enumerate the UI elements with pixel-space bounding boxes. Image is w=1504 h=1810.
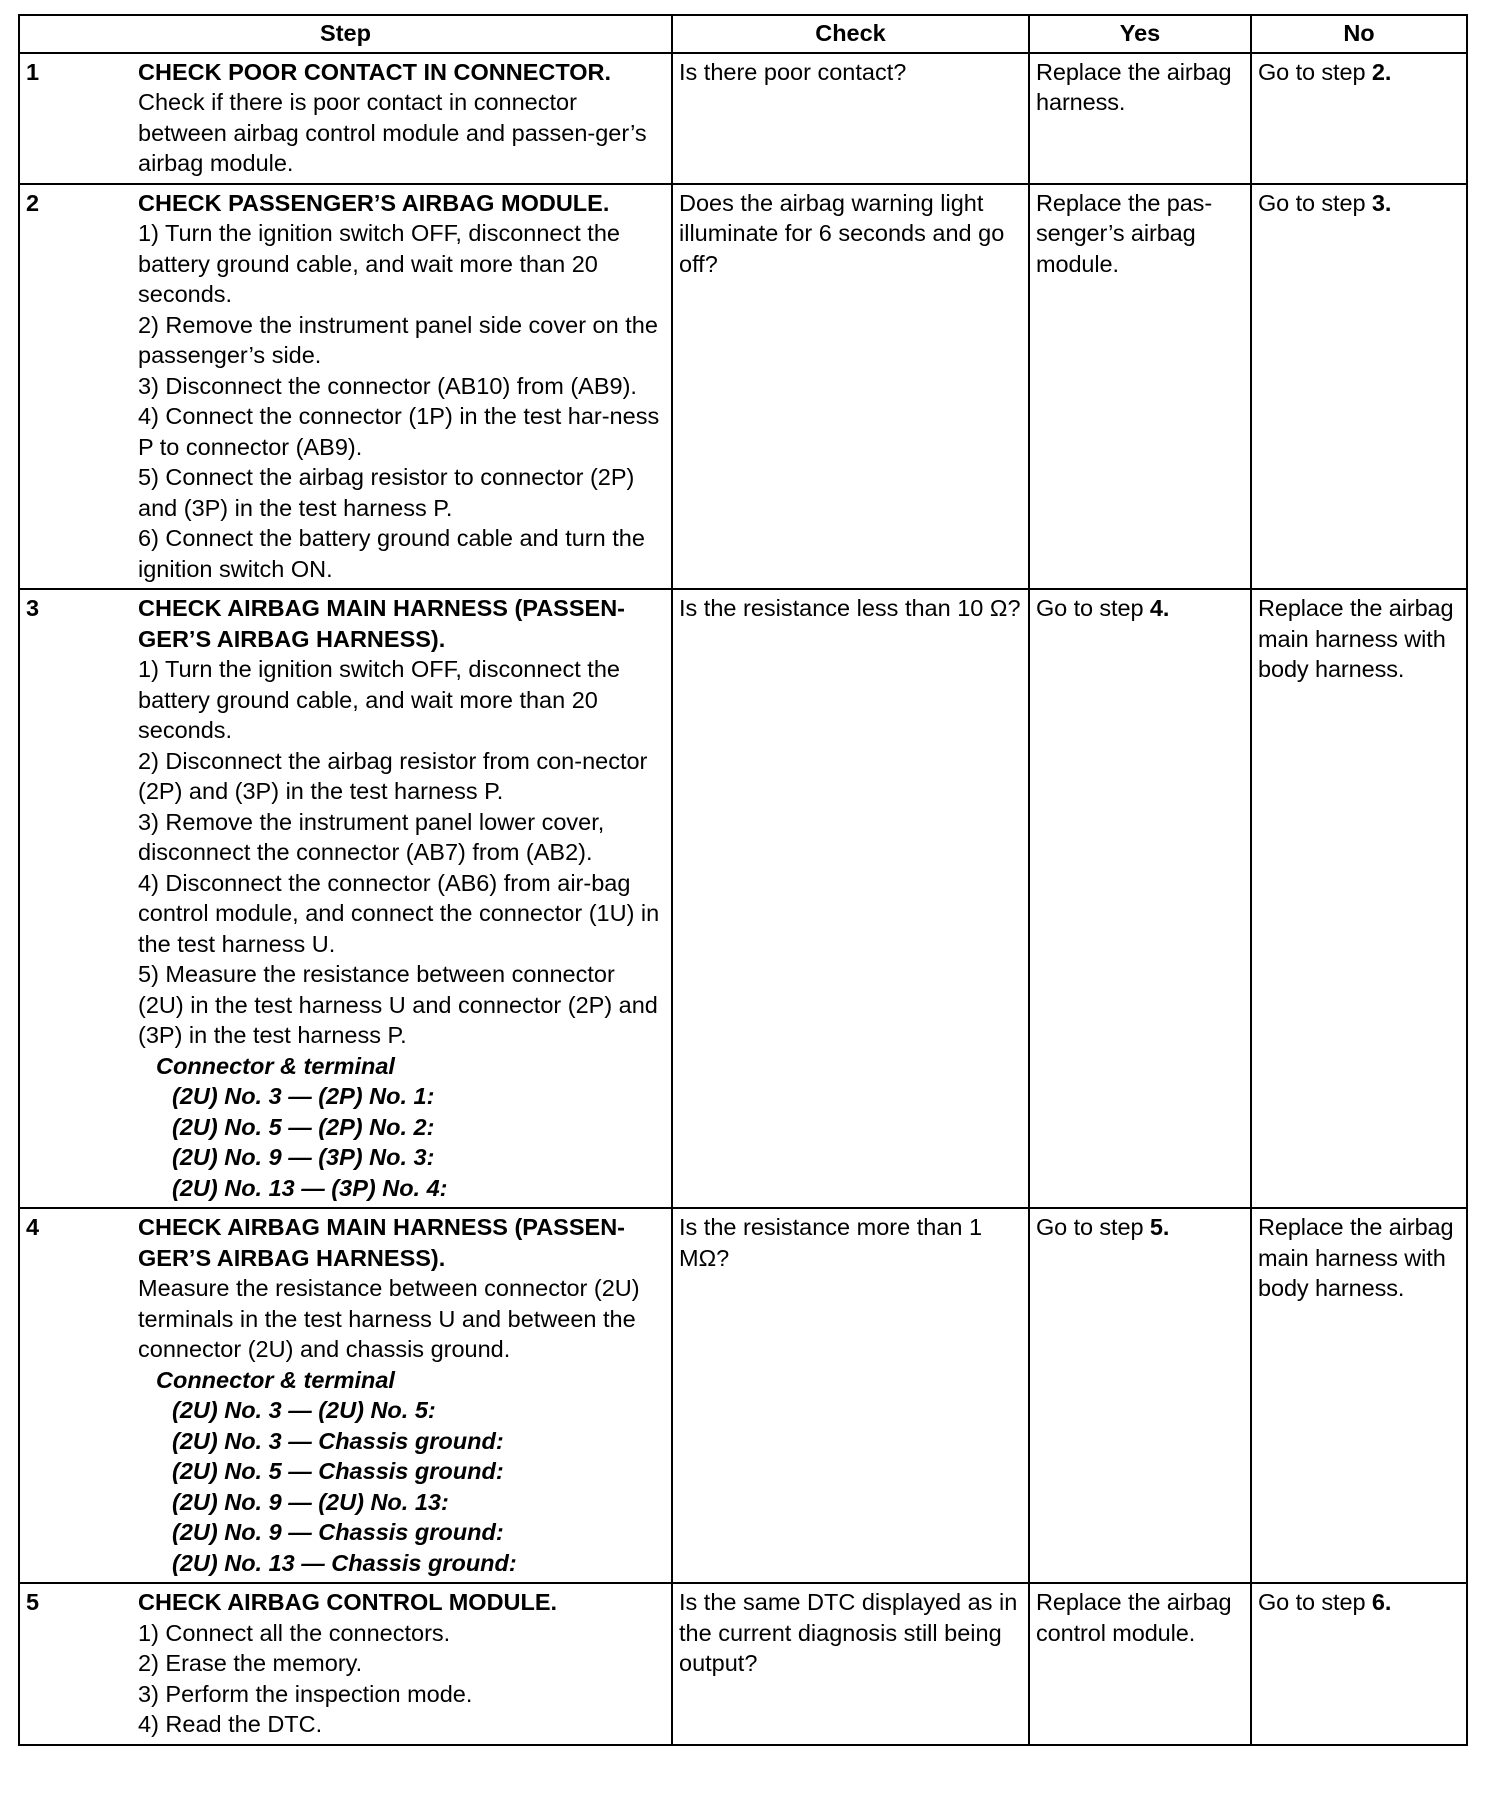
- header-no: No: [1251, 15, 1467, 53]
- step-number: 1: [26, 58, 40, 85]
- table-row: [19, 1583, 1467, 1745]
- no-cell: [1251, 589, 1467, 1208]
- connector-terminal-label: Connector & terminal: [156, 1366, 395, 1393]
- no-goto-step: 6.: [1371, 1589, 1392, 1615]
- table-row: [19, 53, 1467, 184]
- step-instruction: 5) Measure the resistance between connector (2U) in the test harness U and connector (2P) and (3P) in the test harness P.: [138, 961, 658, 1048]
- header-row: [19, 15, 1467, 53]
- no-goto-text: Go to step: [1258, 58, 1372, 85]
- no-goto-text: Go to step: [1258, 1589, 1372, 1615]
- step-title: CHECK POOR CONTACT IN CONNECTOR.: [138, 58, 612, 85]
- step-instruction: 1) Turn the ignition switch OFF, disconnect the battery ground cable, and wait more than 20 seconds.: [138, 656, 620, 743]
- step-cell: [19, 1583, 672, 1745]
- no-text: Replace the airbag main harness with body harness.: [1258, 595, 1454, 682]
- step-instruction: Measure the resistance between connector (2U) terminals in the test harness U and between the connector (2U) and chassis ground.: [138, 1275, 640, 1362]
- no-goto-step: 3.: [1371, 189, 1392, 216]
- step-instruction: 3) Disconnect the connector (AB10) from (AB9).: [138, 372, 637, 399]
- table-row: [19, 1208, 1467, 1583]
- check-cell: Is the resistance more than 1 MΩ?: [672, 1208, 1029, 1583]
- step-cell: [19, 1208, 672, 1583]
- yes-text: Replace the pas-senger’s airbag module.: [1036, 189, 1213, 277]
- step-instruction: 1) Turn the ignition switch OFF, disconnect the battery ground cable, and wait more than 20 seconds.: [138, 220, 620, 307]
- terminal-spec: (2U) No. 5 — (2P) No. 2:: [172, 1113, 435, 1140]
- terminal-spec: (2U) No. 9 — Chassis ground:: [172, 1519, 504, 1545]
- step-number: 3: [26, 595, 40, 621]
- terminal-spec: (2U) No. 3 — (2U) No. 5:: [172, 1397, 436, 1423]
- no-goto-step: 2.: [1371, 58, 1392, 85]
- step-instruction: 1) Connect all the connectors.: [138, 1619, 451, 1646]
- check-cell: Is the resistance less than 10 Ω?: [672, 589, 1029, 1208]
- step-body: [138, 1212, 665, 1578]
- step-title: CHECK PASSENGER’S AIRBAG MODULE.: [138, 189, 610, 216]
- yes-goto-text: Go to step: [1036, 595, 1150, 621]
- yes-text: Replace the airbag control module.: [1036, 1589, 1232, 1646]
- check-cell: Is there poor contact?: [672, 53, 1029, 184]
- no-text: Replace the airbag main harness with body harness.: [1258, 1214, 1454, 1301]
- yes-cell: [1029, 53, 1251, 184]
- step-content: [20, 590, 671, 1207]
- terminal-spec: (2U) No. 13 — (3P) No. 4:: [172, 1174, 448, 1201]
- no-cell: [1251, 1208, 1467, 1583]
- yes-goto-text: Go to step: [1036, 1214, 1150, 1240]
- yes-goto-step: 4.: [1149, 595, 1170, 621]
- step-number: 2: [26, 189, 40, 216]
- check-cell: Does the airbag warning light illuminate for 6 seconds and go off?: [672, 184, 1029, 590]
- step-title: CHECK AIRBAG MAIN HARNESS (PASSEN-GER’S AIRBAG HARNESS).: [138, 595, 625, 652]
- step-instruction: 6) Connect the battery ground cable and turn the ignition switch ON.: [138, 525, 645, 582]
- step-title: CHECK AIRBAG CONTROL MODULE.: [138, 1589, 558, 1615]
- step-instruction: 5) Connect the airbag resistor to connector (2P) and (3P) in the test harness P.: [138, 464, 635, 521]
- step-instruction: 2) Disconnect the airbag resistor from con-nector (2P) and (3P) in the test harness P.: [138, 747, 648, 804]
- step-number: 4: [26, 1214, 40, 1240]
- yes-text: Replace the airbag harness.: [1036, 58, 1232, 115]
- no-cell: [1251, 184, 1467, 590]
- step-content: [20, 1584, 671, 1744]
- yes-cell: [1029, 184, 1251, 590]
- no-cell: [1251, 1583, 1467, 1745]
- step-content: [20, 1209, 671, 1582]
- yes-cell: [1029, 1208, 1251, 1583]
- terminal-spec: (2U) No. 13 — Chassis ground:: [172, 1549, 517, 1576]
- no-cell: [1251, 53, 1467, 184]
- header-check: Check: [672, 15, 1029, 53]
- step-instruction: 2) Remove the instrument panel side cover on the passenger’s side.: [138, 311, 658, 368]
- step-cell: [19, 184, 672, 590]
- diagnostic-table: [18, 14, 1468, 1746]
- terminal-spec: (2U) No. 5 — Chassis ground:: [172, 1458, 504, 1484]
- yes-cell: [1029, 589, 1251, 1208]
- terminal-spec: (2U) No. 9 — (2U) No. 13:: [172, 1488, 449, 1515]
- step-body: [138, 1587, 665, 1740]
- step-cell: [19, 589, 672, 1208]
- yes-goto-step: 5.: [1149, 1214, 1170, 1240]
- step-instruction: 4) Read the DTC.: [138, 1711, 323, 1737]
- step-body: [138, 57, 665, 179]
- step-instruction: Check if there is poor contact in connector between airbag control module and passen-ger’s airbag module.: [138, 89, 647, 176]
- connector-terminal-label: Connector & terminal: [156, 1052, 395, 1079]
- step-cell: [19, 53, 672, 184]
- terminal-spec: (2U) No. 3 — Chassis ground:: [172, 1427, 504, 1454]
- no-goto-text: Go to step: [1258, 189, 1372, 216]
- check-cell: Is the same DTC displayed as in the current diagnosis still being output?: [672, 1583, 1029, 1745]
- step-body: [138, 593, 665, 1203]
- step-body: [138, 188, 665, 585]
- header-yes: Yes: [1029, 15, 1251, 53]
- step-instruction: 4) Disconnect the connector (AB6) from air-bag control module, and connect the connector (1U) in the test harness U.: [138, 869, 660, 957]
- header-step: Step: [19, 15, 672, 53]
- step-instruction: 2) Erase the memory.: [138, 1650, 363, 1676]
- step-content: [20, 54, 671, 183]
- terminal-spec: (2U) No. 9 — (3P) No. 3:: [172, 1144, 435, 1170]
- table-row: [19, 589, 1467, 1208]
- step-title: CHECK AIRBAG MAIN HARNESS (PASSEN-GER’S AIRBAG HARNESS).: [138, 1214, 625, 1271]
- step-content: [20, 185, 671, 589]
- terminal-spec: (2U) No. 3 — (2P) No. 1:: [172, 1083, 435, 1109]
- step-number: 5: [26, 1589, 40, 1615]
- step-instruction: 3) Remove the instrument panel lower cover, disconnect the connector (AB7) from (AB2).: [138, 808, 605, 865]
- table-row: [19, 184, 1467, 590]
- yes-cell: [1029, 1583, 1251, 1745]
- step-instruction: 3) Perform the inspection mode.: [138, 1680, 473, 1707]
- step-instruction: 4) Connect the connector (1P) in the test har-ness P to connector (AB9).: [138, 403, 660, 460]
